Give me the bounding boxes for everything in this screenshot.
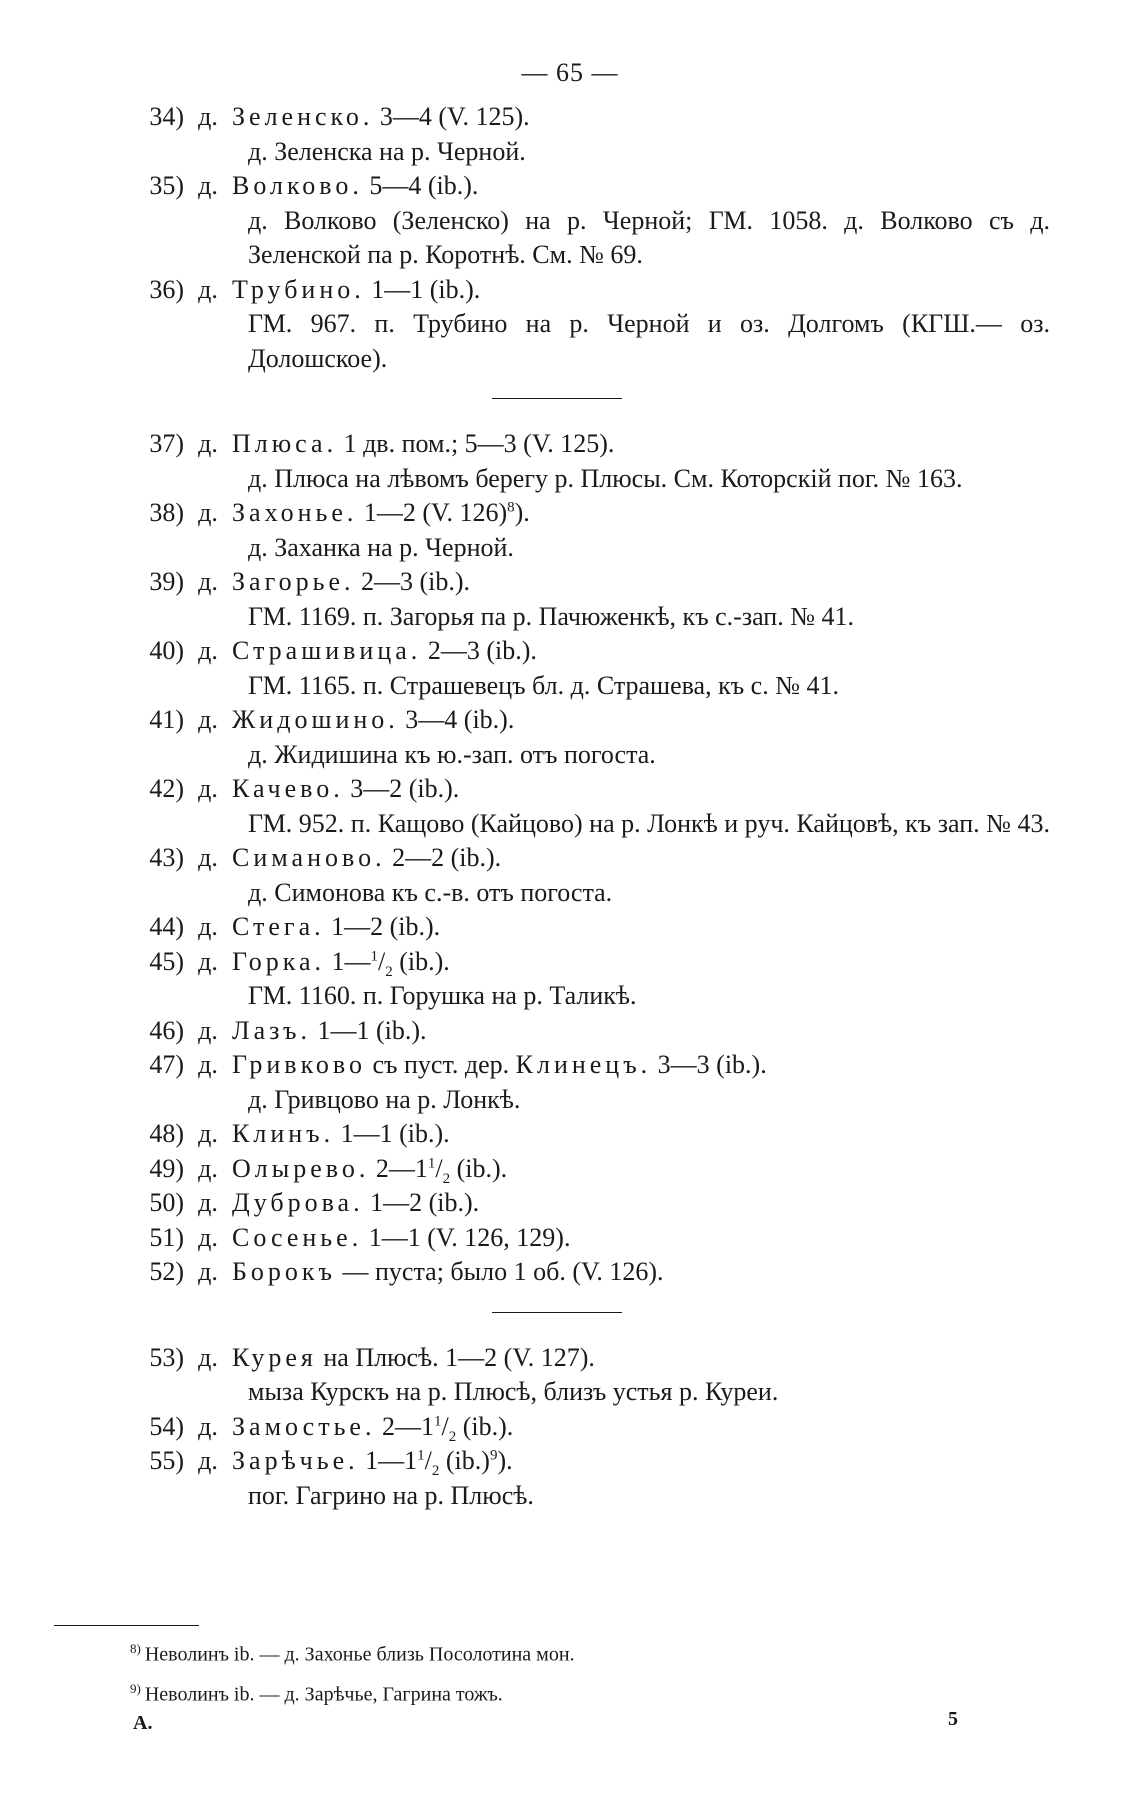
place-name: Олырево. xyxy=(232,1153,370,1183)
entry-type: д. xyxy=(198,912,218,941)
entry-type: д. xyxy=(198,1015,218,1045)
entry-heading xyxy=(120,1444,1070,1479)
place-name: Зеленско. xyxy=(232,102,374,131)
entry-counts: 1—2 (ib.). xyxy=(324,912,441,941)
entry-type: д. xyxy=(198,1188,218,1217)
entry-number: 54) xyxy=(149,1411,184,1441)
footnote-text: Неволинъ ib. — д. Зарѣчье, Гагрина тожъ. xyxy=(144,1683,503,1706)
entry-counts: 3—4 (V. 125). xyxy=(373,102,530,131)
subscript: 2 xyxy=(448,1428,457,1445)
entry-heading xyxy=(120,703,1070,738)
entry-number: 38) xyxy=(149,498,184,527)
entry xyxy=(120,273,1070,377)
entry-counts: 1—1 xyxy=(358,1446,418,1475)
entry xyxy=(120,910,1070,945)
entry-number: 43) xyxy=(149,843,184,872)
place-name: Курея xyxy=(232,1342,317,1372)
entry-type: д. xyxy=(198,1050,218,1079)
entry-title xyxy=(232,634,537,669)
superscript: 1 xyxy=(370,947,379,964)
entry-number: 53) xyxy=(149,1342,184,1372)
entry-type: д. xyxy=(198,567,218,596)
entry-counts: 2—1 xyxy=(375,1411,434,1441)
subscript: 2 xyxy=(442,1170,451,1187)
entry-counts: 2—3 (ib.). xyxy=(354,567,471,596)
entry-description: д. Волково (Зеленско) на р. Черной; ГМ. 1058. д. Волково съ д. Зеленской па р. Коротнѣ. См. № 69. xyxy=(248,205,1050,269)
entry-heading xyxy=(120,772,1070,807)
entry-description: ГМ. 1165. п. Страшевецъ бл. д. Страшева, къ с. № 41. xyxy=(248,670,840,700)
entry-suffix: (ib.). xyxy=(392,946,450,976)
entry-type: д. xyxy=(198,171,218,200)
section-divider xyxy=(492,1312,622,1313)
entry-heading xyxy=(120,1221,1070,1256)
entry-counts: 3—4 (ib.). xyxy=(398,705,515,734)
entry-title xyxy=(232,1221,570,1256)
entry-number: 44) xyxy=(149,912,184,941)
entry-group-1 xyxy=(120,100,1070,376)
entry xyxy=(120,1186,1070,1221)
entry-description: пог. Гагрино на р. Плюсѣ. xyxy=(248,1480,534,1510)
entry xyxy=(120,1117,1070,1152)
place-name: Сосенье. xyxy=(232,1222,363,1252)
entry-number: 49) xyxy=(149,1153,184,1183)
entry xyxy=(120,772,1070,841)
entry-title xyxy=(232,169,478,204)
entry-heading xyxy=(120,1152,1070,1187)
entry-number: 46) xyxy=(149,1015,184,1045)
entry-suffix: ). xyxy=(514,498,530,527)
entry-description: д. Заханка на р. Черной. xyxy=(248,532,514,562)
entry-suffix: 3—3 (ib.). xyxy=(651,1050,767,1079)
entry-heading xyxy=(120,1186,1070,1221)
entry-number: 41) xyxy=(149,705,184,734)
signature-mark-right: 5 xyxy=(948,1708,958,1730)
entry-title xyxy=(232,100,530,135)
entry xyxy=(120,1221,1070,1256)
entry-title xyxy=(232,1152,507,1187)
entry-heading xyxy=(120,1048,1070,1083)
place-name: Замостье. xyxy=(232,1411,376,1441)
fraction-slash: / xyxy=(378,946,386,976)
entry-type: д. xyxy=(198,429,218,458)
entry-title xyxy=(232,273,480,308)
entry-type: д. xyxy=(198,1342,218,1372)
entry-type: д. xyxy=(198,498,218,527)
entry-heading xyxy=(120,427,1070,462)
entry-number: 34) xyxy=(149,102,184,131)
footnote xyxy=(130,1672,575,1712)
entry-description: д. Жидишина къ ю.-зап. отъ погоста. xyxy=(248,739,656,769)
footnote-marker: 9) xyxy=(130,1680,141,1696)
entry-description: д. Симонова къ с.-в. отъ погоста. xyxy=(248,877,613,907)
place-name: Страшивица. xyxy=(232,636,422,665)
entry xyxy=(120,1341,1070,1410)
place-name: Зарѣчье. xyxy=(232,1446,359,1475)
entry-number: 35) xyxy=(149,171,184,200)
entry-counts: 1— xyxy=(325,946,371,976)
entry-title xyxy=(232,1255,664,1290)
entry-heading xyxy=(120,910,1070,945)
entry-title xyxy=(232,1014,427,1049)
subscript: 2 xyxy=(431,1463,440,1480)
place-name: Симаново. xyxy=(232,843,386,872)
place-name: Плюса. xyxy=(232,429,338,458)
entry-type: д. xyxy=(198,102,218,131)
entry-type: д. xyxy=(198,1222,218,1252)
signature-mark-left: А. xyxy=(133,1712,153,1734)
place-name: Лазъ. xyxy=(232,1015,311,1045)
entry-number: 52) xyxy=(149,1257,184,1286)
entry xyxy=(120,634,1070,703)
entry xyxy=(120,1444,1070,1513)
entry-heading xyxy=(120,945,1070,980)
entry-description: д. Плюса на лѣвомъ берегу р. Плюсы. См. Которскій пог. № 163. xyxy=(248,463,963,493)
entry-counts: на Плюсѣ. 1—2 (V. 127). xyxy=(316,1342,595,1372)
entry-counts: 5—4 (ib.). xyxy=(362,171,479,200)
subscript: 2 xyxy=(385,963,393,980)
entry-type: д. xyxy=(198,1257,218,1286)
entry-title xyxy=(232,427,614,462)
page-number: — 65 — xyxy=(521,58,619,87)
place-name: Трубино. xyxy=(232,274,365,304)
entry-heading xyxy=(120,1014,1070,1049)
fraction-slash: / xyxy=(424,1446,432,1475)
entry xyxy=(120,945,1070,1014)
place-name-secondary: Клинецъ. xyxy=(515,1050,652,1079)
fraction-slash: / xyxy=(441,1411,449,1441)
entry-counts: 1—1 (V. 126, 129). xyxy=(362,1222,571,1252)
entry-heading xyxy=(120,1341,1070,1376)
entry-number: 50) xyxy=(149,1188,184,1217)
entry-type: д. xyxy=(198,1119,218,1148)
entry-number: 48) xyxy=(149,1119,184,1148)
place-name: Клинъ. xyxy=(232,1119,335,1148)
entry-description: ГМ. 1160. п. Горушка на р. Таликѣ. xyxy=(248,981,637,1010)
entry-number: 55) xyxy=(149,1446,184,1475)
entry-counts: 1—2 (V. 126) xyxy=(357,498,508,527)
entry-suffix: ). xyxy=(497,1446,513,1475)
entry-counts: 2—1 xyxy=(369,1153,428,1183)
entry-type: д. xyxy=(198,636,218,665)
entry-suffix: (ib.). xyxy=(450,1153,508,1183)
entry-title xyxy=(232,1341,595,1376)
entry xyxy=(120,169,1070,273)
entry-title xyxy=(232,910,440,945)
superscript: 1 xyxy=(427,1154,436,1171)
entry xyxy=(120,703,1070,772)
entry-number: 51) xyxy=(149,1222,184,1252)
superscript: 1 xyxy=(433,1412,442,1429)
entry-counts: 2—2 (ib.). xyxy=(385,843,502,872)
entry-number: 40) xyxy=(149,636,184,665)
entry xyxy=(120,1152,1070,1187)
entry-heading xyxy=(120,565,1070,600)
entry xyxy=(120,427,1070,496)
entry xyxy=(120,1048,1070,1117)
entry-number: 45) xyxy=(149,946,184,976)
entry-number: 37) xyxy=(149,429,184,458)
entry-title xyxy=(232,496,530,531)
superscript: 8 xyxy=(507,499,515,516)
entry-counts: 2—3 (ib.). xyxy=(421,636,537,665)
entry-title xyxy=(232,565,470,600)
footnote-marker: 8) xyxy=(130,1641,141,1656)
entry-suffix: (ib.). xyxy=(456,1411,514,1441)
footnote-ref: 9 xyxy=(489,1447,498,1464)
entry-heading xyxy=(120,496,1070,531)
entry-type: д. xyxy=(198,1446,218,1475)
entry-title xyxy=(232,1048,767,1083)
entry-heading xyxy=(120,1117,1070,1152)
entry-group-2 xyxy=(120,427,1070,1290)
entry-type: д. xyxy=(198,774,218,803)
entry-type: д. xyxy=(198,1153,218,1183)
entry-type: д. xyxy=(198,274,218,304)
entry-type: д. xyxy=(198,946,218,976)
entry xyxy=(120,565,1070,634)
entry xyxy=(120,496,1070,565)
entry-title xyxy=(232,841,501,876)
entry-counts: 1—1 (ib.). xyxy=(364,274,481,304)
entry-suffix: (ib.) xyxy=(439,1446,490,1475)
entry-heading xyxy=(120,100,1070,135)
entry-type: д. xyxy=(198,705,218,734)
fraction-slash: / xyxy=(435,1153,443,1183)
entry-heading xyxy=(120,169,1070,204)
entry xyxy=(120,100,1070,169)
place-name: Гривково xyxy=(232,1050,366,1079)
superscript: 1 xyxy=(417,1447,425,1464)
entry-heading xyxy=(120,634,1070,669)
entry-number: 47) xyxy=(149,1050,184,1079)
entry-counts: 1—1 (ib.). xyxy=(310,1015,427,1045)
entry-number: 39) xyxy=(149,567,184,596)
entry-counts: 3—2 (ib.). xyxy=(343,774,460,803)
entry xyxy=(120,841,1070,910)
place-name: Дуброва. xyxy=(232,1188,364,1217)
entry-heading xyxy=(120,1410,1070,1445)
entry-heading xyxy=(120,1255,1070,1290)
place-name: Волково. xyxy=(232,171,363,200)
entry-counts: — пуста; было 1 об. (V. 126). xyxy=(336,1257,664,1286)
entry-description: д. Гривцово на р. Лонкѣ. xyxy=(248,1084,521,1114)
footnote-text: Неволинъ ib. — д. Захонье близь Посолотина мон. xyxy=(144,1643,575,1666)
entry-title xyxy=(232,703,514,738)
entry xyxy=(120,1014,1070,1049)
entry-counts: 1—1 (ib.). xyxy=(334,1119,450,1148)
entry-title xyxy=(232,772,459,807)
entries-list xyxy=(120,100,1070,1513)
entry-description: мыза Курскъ на р. Плюсѣ, близъ устья р. Куреи. xyxy=(248,1377,779,1406)
entry-group-3 xyxy=(120,1341,1070,1514)
place-name: Жидошино. xyxy=(232,705,399,734)
entry-description: ГМ. 967. п. Трубино на р. Черной и оз. Долгомъ (КГШ.— оз. Долошское). xyxy=(248,309,1050,373)
footnote-rule xyxy=(54,1625,199,1626)
entry-description: ГМ. 952. п. Кащово (Кайцово) на р. Лонкѣ и руч. Кайцовѣ, къ зап. № 43. xyxy=(248,808,1050,838)
footnote xyxy=(130,1632,575,1672)
entry-heading xyxy=(120,841,1070,876)
footnotes xyxy=(130,1632,575,1711)
entry-heading xyxy=(120,273,1070,308)
section-divider xyxy=(492,398,622,399)
place-name: Качево. xyxy=(232,774,344,803)
place-name: Стега. xyxy=(232,912,325,941)
entry-title xyxy=(232,1444,513,1479)
entry-description: ГМ. 1169. п. Загорья па р. Пачюженкѣ, къ с.-зап. № 41. xyxy=(248,601,855,631)
place-name: Горка. xyxy=(232,946,326,976)
entry-title xyxy=(232,1410,513,1445)
place-name: Захонье. xyxy=(232,498,358,527)
entry-title xyxy=(232,1186,479,1221)
entry-title xyxy=(232,945,450,980)
entry xyxy=(120,1255,1070,1290)
entry-description: д. Зеленска на р. Черной. xyxy=(248,136,526,166)
place-name: Загорье. xyxy=(232,567,355,596)
entry-counts: 1 дв. пом.; 5—3 (V. 125). xyxy=(337,429,615,458)
entry-counts: съ пуст. дер. xyxy=(366,1050,516,1079)
entry xyxy=(120,1410,1070,1445)
entry-number: 36) xyxy=(149,274,184,304)
entry-number: 42) xyxy=(149,774,184,803)
entry-type: д. xyxy=(198,1411,218,1441)
entry-title xyxy=(232,1117,450,1152)
place-name: Борокъ xyxy=(232,1257,337,1286)
entry-type: д. xyxy=(198,843,218,872)
entry-counts: 1—2 (ib.). xyxy=(363,1188,480,1217)
